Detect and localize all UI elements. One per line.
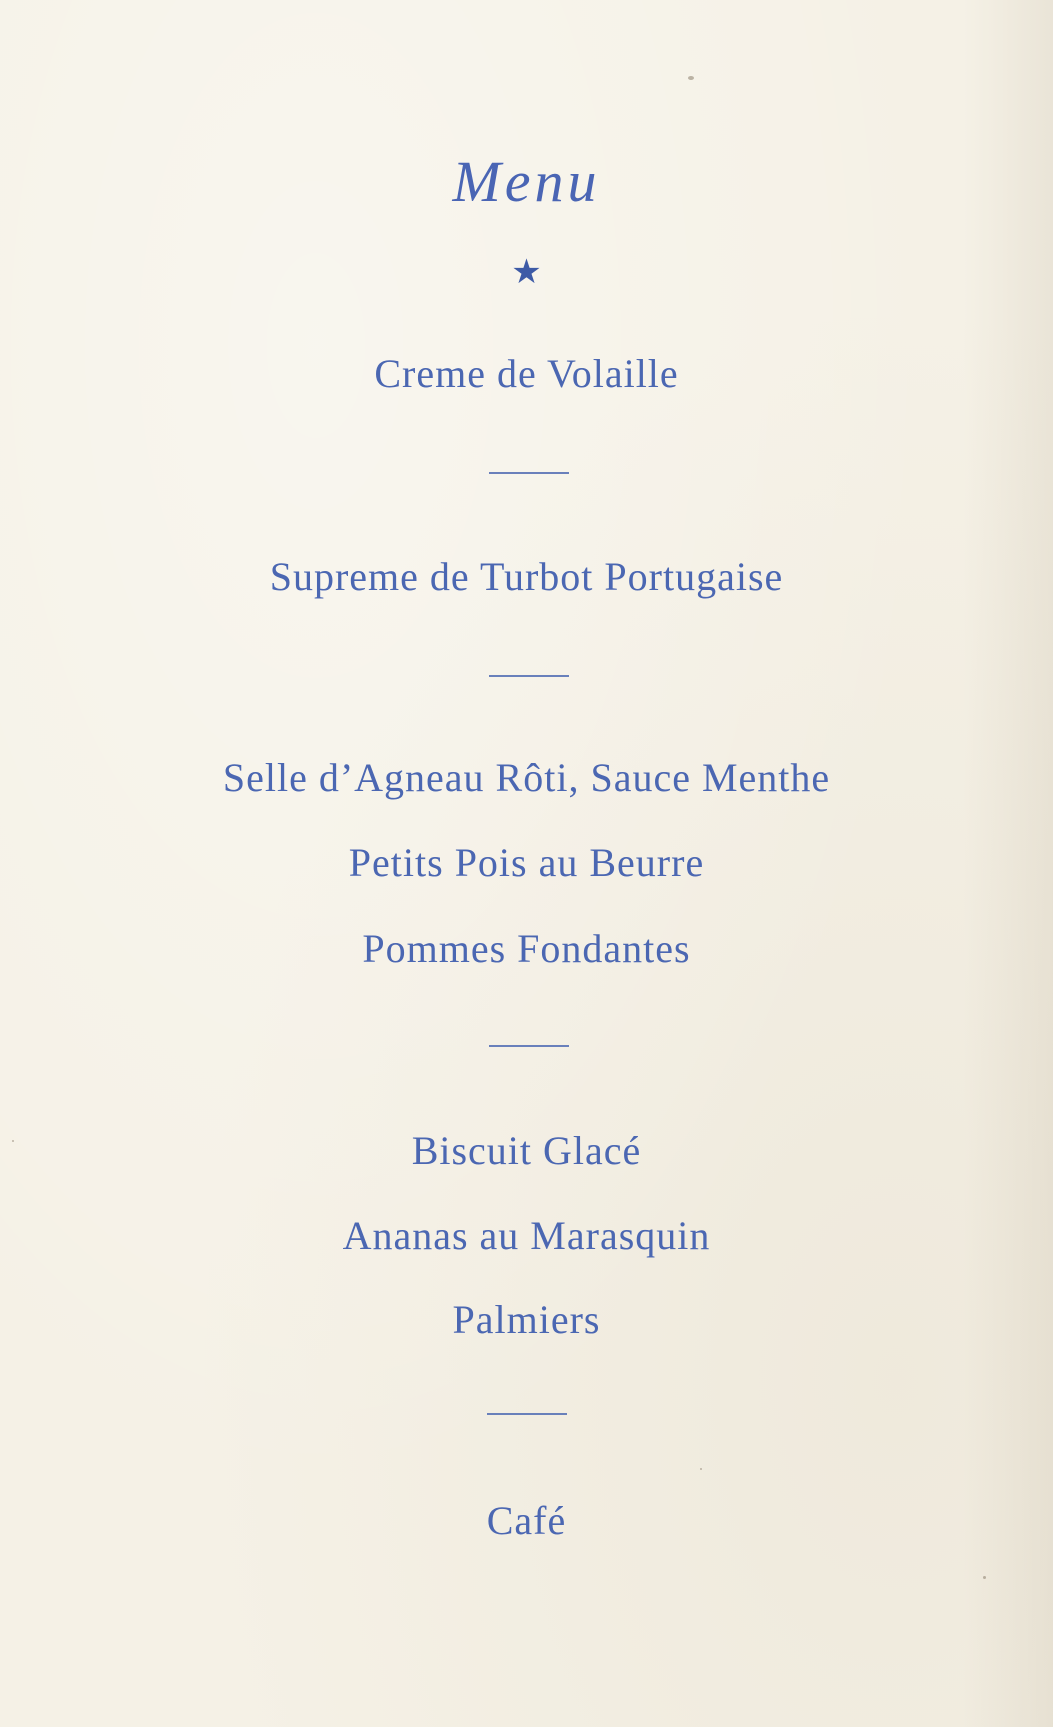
course-item: Pommes Fondantes <box>362 926 691 971</box>
menu-title: Menu <box>452 149 601 214</box>
star-icon: ★ <box>511 254 542 291</box>
course-item: Café <box>486 1498 567 1543</box>
course-item: Ananas au Marasquin <box>342 1213 711 1258</box>
course-item: Selle d’Agneau Rôti, Sauce Menthe <box>222 755 831 800</box>
course-item: Supreme de Turbot Portugaise <box>269 554 784 599</box>
paper-speck <box>688 76 694 80</box>
course-item: Creme de Volaille <box>374 351 679 396</box>
course-divider <box>489 472 569 474</box>
paper-speck <box>983 1576 986 1579</box>
paper-speck <box>700 1468 702 1470</box>
course-divider <box>489 1045 569 1047</box>
course-divider <box>487 1413 567 1415</box>
course-item: Palmiers <box>452 1297 601 1342</box>
course-item: Petits Pois au Beurre <box>348 840 705 885</box>
course-divider <box>489 675 569 677</box>
course-item: Biscuit Glacé <box>411 1128 642 1173</box>
